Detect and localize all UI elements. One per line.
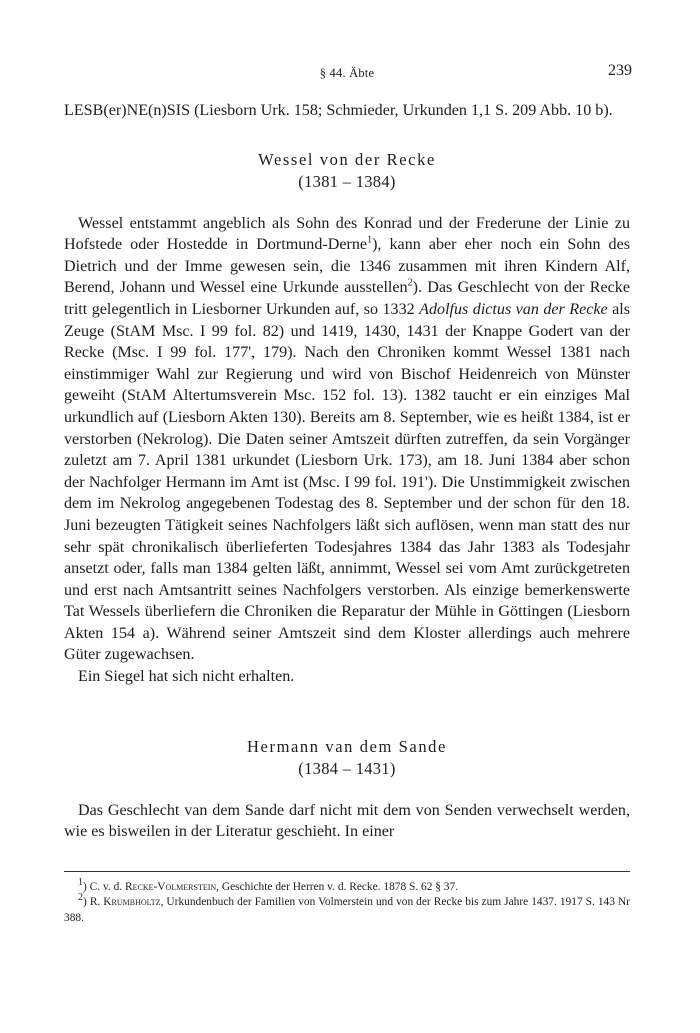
footnote-ref: 2 [407,278,413,290]
footnotes [64,871,630,926]
text-run: ), kann aber eher noch ein Sohn des Dietrich und der Imme gewesen sein, die 1346 zusammen mit ihren Kindern Alf, Berend, Johann und Wessel eine Urkunde ausstellen [64,236,630,297]
footnote-text: , Urkundenbuch der Familien von Volmerstein und von der Recke bis zum Jahre 1437. 1917 S. 143 Nr 388. [64,896,630,924]
section-dates: (1384 – 1431) [298,758,396,778]
footnote-author: Recke-Volmerstein [125,881,217,893]
running-title: § 44. Äbte [319,66,375,80]
section-dates: (1381 – 1384) [298,171,396,191]
hermann-paragraph: Das Geschlecht van dem Sande darf nicht mit dem von Senden verwechselt werden, wie es bisweilen in der Literatur geschieht. In einer [64,801,630,841]
footnote-1: $^1$) C. v. d. Recke-Volmerstein, Geschichte der Herren v. d. Recke. 1878 S. 62 § 37. [78,877,459,893]
text-run: als Zeuge (StAM Msc. I 99 fol. 82) und 1419, 1430, 1431 der Knappe Godert van der Recke (Msc. I 99 fol. 177', 179). Nach den Chroniken kommt Wessel 1381 nach einstimmiger Wahl zur Regierung und wird von Bischof Heidenreich von Münster geweiht (StAM Altertumsverein Msc. 152 fol. 13). 1382 taucht er ein einziges Mal urkundlich auf (Liesborn Akten 130). Bereits am 8. September, wie es heißt 1384, ist er verstorben (Nekrolog). Die Daten seiner Amtszeit dürften zutreffen, da sein Vorgänger zuletzt am 7. April 1381 urkundet (Liesborn Urk. 173), am 18. Juni 1384 aber schon der Nachfolger Hermann im Amt ist (Msc. I 99 fol. 191'). Die Unstimmigkeit zwischen dem im Nekrolog angegebenen Todestag des 8. September und der schon für den 18. Juni bezeugten Tätigkeit seines Nachfolgers läßt sich auflösen, wenn man statt des nur sehr spät chronikalisch überlieferten Todesjahres 1384 das Jahr 1383 als Todesjahr ansetzt oder, falls man 1384 gelten läßt, annimmt, Wessel sei vom Amt zurückgetreten und erst nach Amtsantritt seines Nachfolgers verstorben. Als einzige bemerkenswerte Tat Wessels überliefern die Chroniken die Reparatur der Mühle in Göttingen (Liesborn Akten 154 a). Während seiner Amtszeit sind dem Kloster allerdings auch mehrere Güter zugewachsen. [64,300,630,664]
footnote-author: Krumbholtz [103,896,161,909]
footnote-mark: 1 [78,877,83,889]
footnote-text: C. v. d. [89,881,125,893]
footnote-mark: 2 [78,892,83,904]
section-title: Wessel von der Recke [258,149,436,169]
footnote-text: , Geschichte der Herren v. d. Recke. 1878 S. 62 § 37. [216,881,459,893]
section-title: Hermann van dem Sande [247,736,447,756]
footnote-ref: 1 [367,234,373,246]
seal-paragraph: Ein Siegel hat sich nicht erhalten. [78,668,295,686]
book-page [64,62,630,843]
italic-quote: Adolfus dictus van der Recke [419,300,608,318]
section-heading-wessel [64,149,630,193]
intro-paragraph: LESB(er)NE(n)SIS (Liesborn Urk. 158; Schmieder, Urkunden 1,1 S. 209 Abb. 10 b). [64,102,613,119]
page-number: 239 [608,62,632,79]
section-heading-hermann [64,736,630,780]
footnote-2: $^2$) R. Krumbholtz, Urkundenbuch der Familien von Volmerstein und von der Recke bis zum Jahre 1437. 1917 S. 143 Nr 388. [64,892,630,924]
wessel-paragraph [64,213,630,666]
text-run: ). Das Geschlecht von der Recke tritt gelegentlich in Liesborner Urkunden auf, so 1332 [64,279,630,318]
text-run: Wessel entstammt angeblich als Sohn des Konrad und der Frederune der Linie zu Hofstede oder Hostedde in Dortmund-Derne [64,214,630,254]
running-head [64,62,630,86]
footnote-text: R. [89,896,104,909]
